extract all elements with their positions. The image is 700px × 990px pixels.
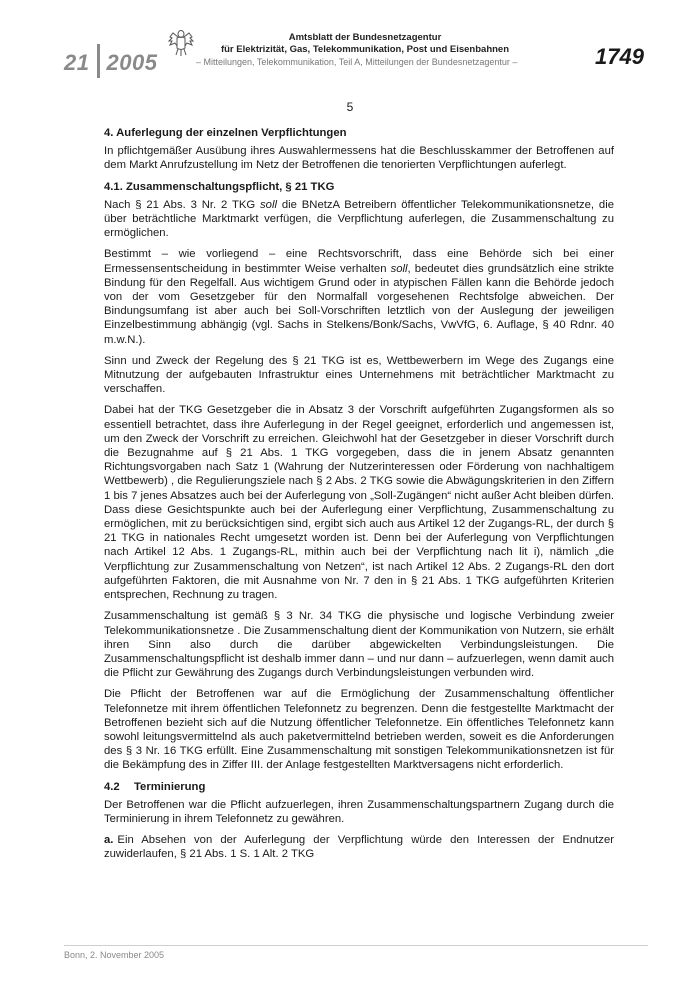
paragraph: Dabei hat der TKG Gesetzgeber die in Absatz 3 der Vorschrift aufgeführten Zugangsformen als so essentiell betrachtet, dass ihre Auferlegung in der Regel geeignet, erforderlich und angemessen ist, um den Zweck der Vorschrift zu erreichen. Gleichwohl hat der Gesetzgeber in dieser Vorschrift durch die Bezugnahme auf § 21 Abs. 1 TKG vorgegeben, dass die in jenem Absatz genannten Richtungsvorgaben nach Satz 1 (Wahrung der Nutzerinteressen oder Förderung von nachhaltigem Wettbewerb) , die Regulierungsziele nach § 2 Abs. 2 TKG sowie die Abwägungskriterien in den Ziffern 1 bis 7 jenes Absatzes auch bei der Auferlegung von „Soll-Zugängen“ nicht außer Acht bleiben dürfen. Dass diese Gesichtspunkte auch bei der Auferlegung einer Verpflichtung, Zusammenschaltung zu ermöglichen, mit zu berücksichtigen sind, ergibt sich auch aus Artikel 12 der Zugangs-RL, der durch § 21 TKG in nationales Recht umgesetzt worden ist. Denn bei der Auferlegung von Verpflichtungen nach Artikel 12 Abs. 1 Zugangs-RL, mithin auch bei der Verpflichtung nach lit i), nämlich „die Verpflichtung zur Zusammenschaltung von Netzen“, ist nach Artikel 12 Abs. 2 Zugangs-RL den dort aufgeführten Faktoren, die mit Ausnahme von Nr. 7 den in § 21 Abs. 1 TKG aufgeführten Kriterien entsprechen, Rechnung zu tragen.	[104, 404, 614, 602]
paragraph: In pflichtgemäßer Ausübung ihres Auswahlermessens hat die Beschlusskammer der Betroffenen auf dem Markt Anrufzustellung im Netz der Betroffenen die tenorierten Verpflichtungen auferlegt.	[104, 145, 614, 172]
subsection-heading	[104, 780, 614, 794]
paragraph: a. Ein Absehen von der Auferlegung der Verpflichtung würde den Interessen der Endnutzer zuwiderlaufen, § 21 Abs. 1 S. 1 Alt. 2 TKG	[104, 834, 614, 861]
masthead	[200, 32, 530, 56]
issue-year: 2005	[106, 50, 158, 75]
document-body	[104, 126, 614, 869]
emphasis: soll	[390, 262, 408, 275]
page-number: 1749	[595, 44, 644, 69]
subsection-number: 4.2	[104, 780, 120, 793]
subsection-heading: 4.1. Zusammenschaltungspflicht, § 21 TKG	[104, 180, 335, 193]
issue-divider	[97, 44, 100, 78]
publisher-subtitle: für Elektrizität, Gas, Telekommunikation, Post und Eisenbahnen	[220, 44, 510, 55]
federal-eagle-icon	[168, 28, 194, 58]
page-header	[0, 0, 700, 80]
paragraph: Zusammenschaltung ist gemäß § 3 Nr. 34 TKG die physische und logische Verbindung zweier Telekommunikationsnetze . Die Zusammenschaltung dient der Kommunikation von Nutzern, sie erhält ihren Sinn also durch die darüber abgewickelten Verbindungsleistungen. Die Zusammenschaltungspflicht ist deshalb immer dann – und nur dann – aufzuerlegen, wenn damit auch die Pflicht zur Gewährung des Zugangs durch Verbindungsleistungen verbunden wird.	[104, 610, 614, 680]
issue-number: 21	[64, 50, 90, 75]
issue-label	[64, 44, 157, 78]
paragraph: Der Betroffenen war die Pflicht aufzuerlegen, ihren Zusammenschaltungspartnern Zugang durch die Terminierung in ihrem Telefonnetz zu gewähren.	[104, 798, 614, 825]
paragraph: Sinn und Zweck der Regelung des § 21 TKG ist es, Wettbewerbern im Wege des Zugangs eine Mitnutzung der aufgebauten Infrastruktur eines Unternehmens mit beträchtlicher Marktmacht zu verschaffen.	[104, 354, 614, 396]
footer-divider	[64, 945, 648, 946]
original-page-number: 5	[346, 100, 354, 114]
emphasis: soll	[260, 198, 277, 211]
section-heading: 4. Auferlegung der einzelnen Verpflichtungen	[104, 127, 347, 139]
paragraph: Nach § 21 Abs. 3 Nr. 2 TKG soll die BNetzA Betreibern öffentlicher Telekommunikationsnetze, die über beträchtliche Marktmarkt verfügen, die Verpflichtung auferlegen, die Zusammenschaltung zu ermöglichen.	[104, 198, 614, 240]
paragraph: Die Pflicht der Betroffenen war auf die Ermöglichung der Zusammenschaltung öffentlicher Telefonnetze mit ihrem öffentlichen Telefonnetz zu begrenzen. Denn die festgestellte Marktmacht der Betroffenen bezieht sich auf die Nutzung öffentlicher Telefonnetze. Ein öffentliches Telefonnetz kann sowohl leitungsvermittelnd als auch paketvermittelnd betrieben werden, soweit es die Anforderungen des § 3 Nr. 16 TKG erfüllt. Eine Zusammenschaltung mit sonstigen Telekommunikationsnetzen ist für die Bekämpfung des in Ziffer III. der Anlage festgestellten Marktversagens nicht erforderlich.	[104, 688, 614, 772]
subsection-title: Terminierung	[134, 780, 206, 793]
publisher-title: Amtsblatt der Bundesnetzagentur	[288, 32, 442, 43]
footer-place-date: Bonn, 2. November 2005	[64, 950, 165, 960]
list-marker: a.	[104, 834, 114, 847]
paragraph: Bestimmt – wie vorliegend – eine Rechtsvorschrift, dass eine Behörde sich bei einer Ermessensentscheidung in bestimmter Weise verhalten soll, bedeutet dies grundsätzlich eine strikte Bindung für den Regelfall. Aus wichtigem Grund oder in atypischen Fällen kann die Behörde jedoch von der vom Gesetzgeber für den Normalfall vorgesehenen Rechtsfolge abweichen. Der Bindungsumfang ist aber auch bei Soll-Vorschriften letztlich von der Auslegung der jeweiligen Einzelbestimmung abhängig (vgl. Sachs in Stelkens/Bonk/Sachs, VwVfG, 6. Auflage, § 40 Rdnr. 40 m.w.N.).	[104, 248, 614, 346]
section-subline: – Mitteilungen, Telekommunikation, Teil A, Mitteilungen der Bundesnetzagentur –	[196, 57, 518, 67]
